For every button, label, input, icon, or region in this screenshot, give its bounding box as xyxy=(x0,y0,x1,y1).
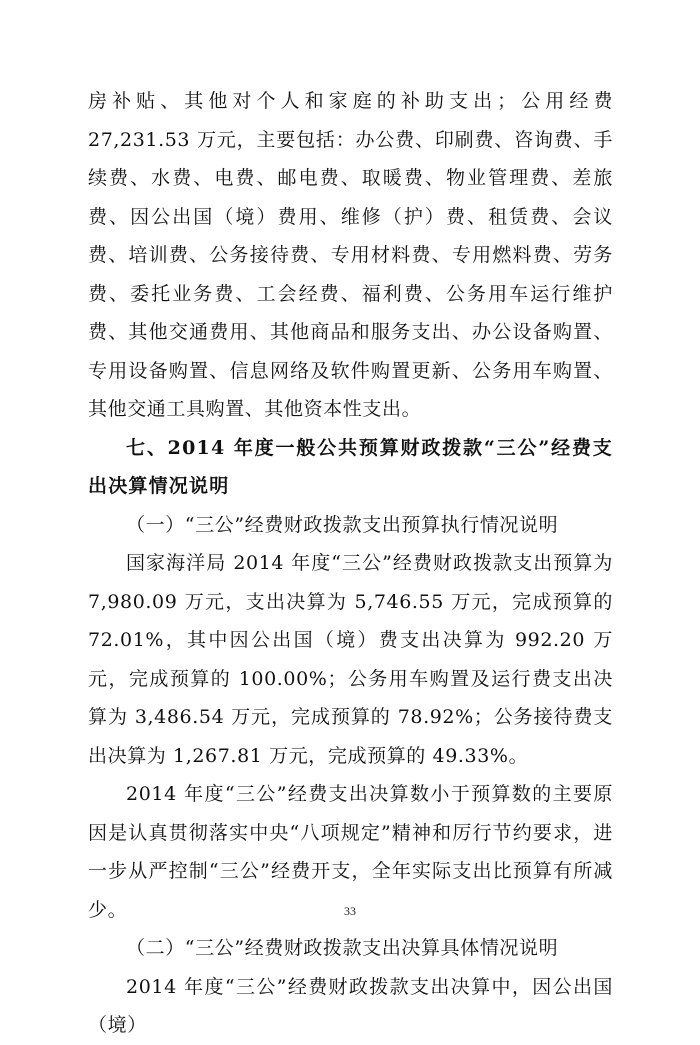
page-number: 33 xyxy=(344,904,356,918)
subheading-budget-execution: （一）“三公”经费财政拨款支出预算执行情况说明 xyxy=(126,513,559,536)
document-body xyxy=(88,82,613,1045)
paragraph-budget-figures: 国家海洋局 2014 年度“三公”经费财政拨款支出预算为 7,980.09 万元，支出决算为 5,746.55 万元，完成预算的 72.01%，其中因公出国（境）费支出决算为 992.20 万元，完成预算的 100.00%；公务用车购置及运行费支出决算为 3,486.54 万元，完成预算的 78.92%；公务接待费支出决算为 1,267.81 万元，完成预算的 49.33%。 xyxy=(88,552,613,767)
section-heading-seven: 七、2014 年度一般公共预算财政拨款“三公”经费支出决算情况说明 xyxy=(88,436,613,497)
subheading-final-accounts: （二）“三公”经费财政拨款支出决算具体情况说明 xyxy=(126,937,559,959)
paragraph-final-accounts-start: 2014 年度“三公”经费财政拨款支出决算中，因公出国（境） xyxy=(88,975,613,1036)
paragraph-reason: 2014 年度“三公”经费支出决算数小于预算数的主要原因是认真贯彻落实中央“八项规定”精神和厉行节约要求，进一步从严控制“三公”经费开支，全年实际支出比预算有所减少。 xyxy=(88,783,613,921)
paragraph-public-expenses: 房补贴、其他对个人和家庭的补助支出；公用经费 27,231.53 万元，主要包括：办公费、印刷费、咨询费、手续费、水费、电费、邮电费、取暖费、物业管理费、差旅费、因公出国（境）费用、维修（护）费、租赁费、会议费、培训费、公务接待费、专用材料费、专用燃料费、劳务费、委托业务费、工会经费、福利费、公务用车运行维护费、其他交通费用、其他商品和服务支出、办公设备购置、专用设备购置、信息网络及软件购置更新、公务用车购置、其他交通工具购置、其他资本性支出。 xyxy=(88,90,613,420)
